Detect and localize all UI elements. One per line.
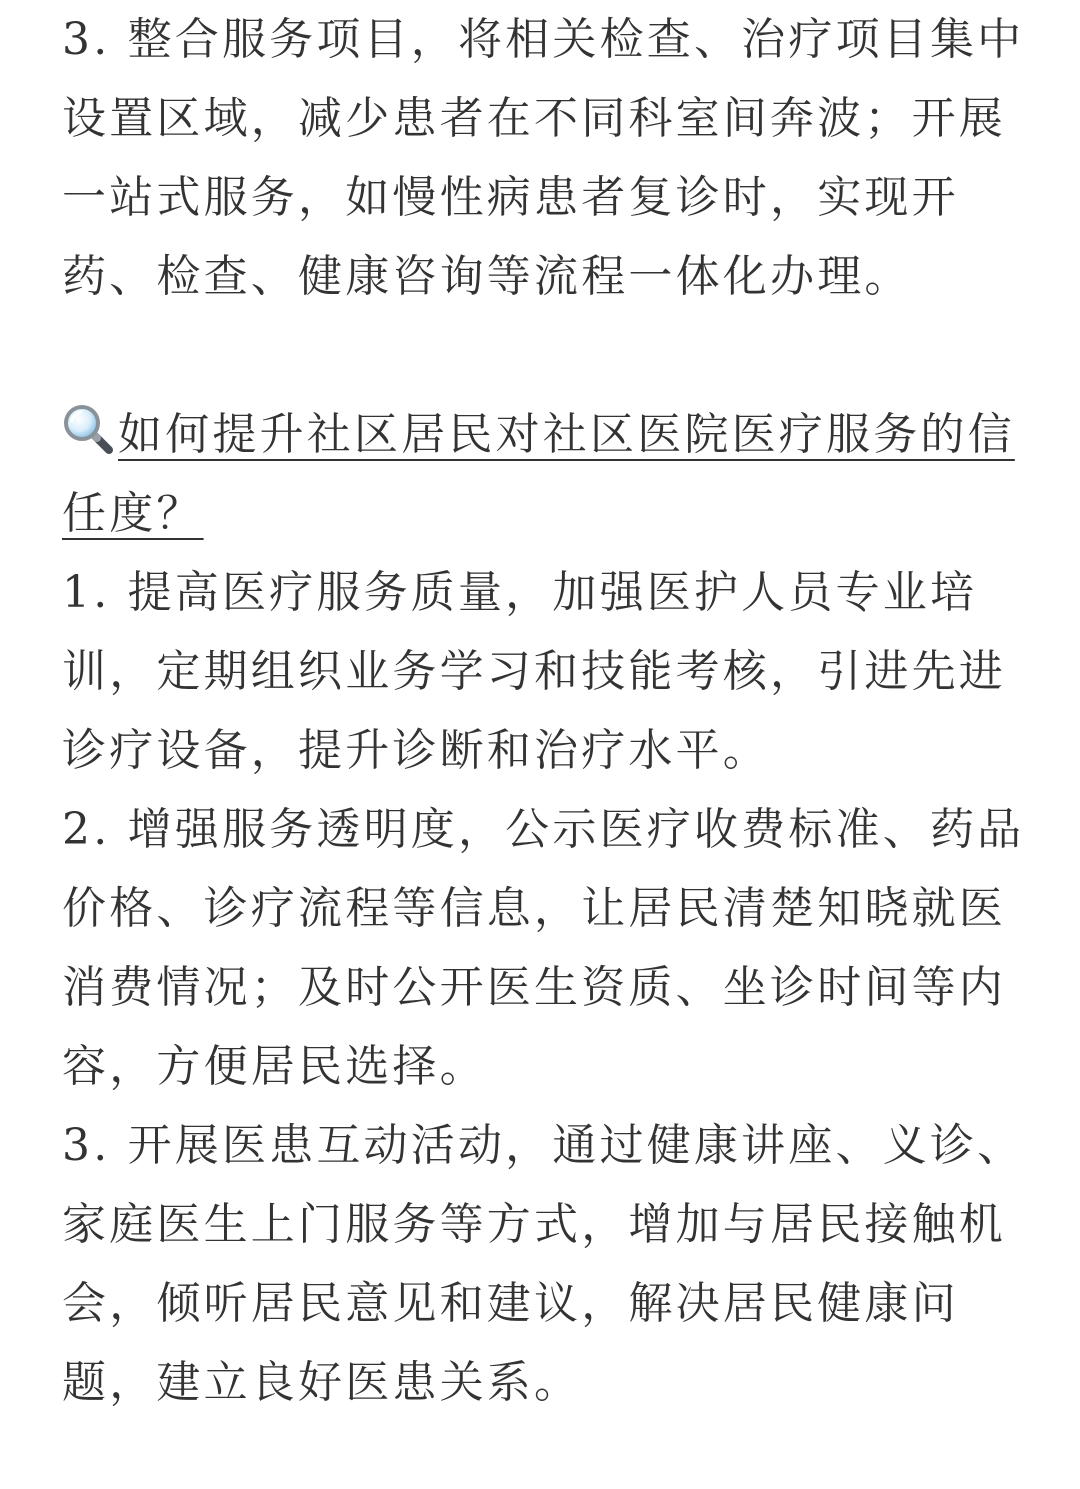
section-heading xyxy=(62,395,1037,553)
magnifier-icon xyxy=(62,401,114,453)
list-item: 3. 开展医患互动活动，通过健康讲座、义诊、家庭医生上门服务等方式，增加与居民接触机会，倾听居民意见和建议，解决居民健康问题，建立良好医患关系。 xyxy=(62,1120,1025,1408)
section-heading-text: 如何提升社区居民对社区医院医疗服务的信任度？ xyxy=(62,409,1015,539)
article-body xyxy=(62,0,1037,1422)
paragraph-service-integration: 3. 整合服务项目，将相关检查、治疗项目集中设置区域，减少患者在不同科室间奔波；开展一站式服务，如慢性病患者复诊时，实现开药、检查、健康咨询等流程一体化办理。 xyxy=(62,14,1025,302)
list-item: 1. 提高医疗服务质量，加强医护人员专业培训，定期组织业务学习和技能考核，引进先进诊疗设备，提升诊断和治疗水平。 xyxy=(62,567,1006,776)
list-item: 2. 增强服务透明度，公示医疗收费标准、药品价格、诊疗流程等信息，让居民清楚知晓就医消费情况；及时公开医生资质、坐诊时间等内容，方便居民选择。 xyxy=(62,804,1025,1092)
